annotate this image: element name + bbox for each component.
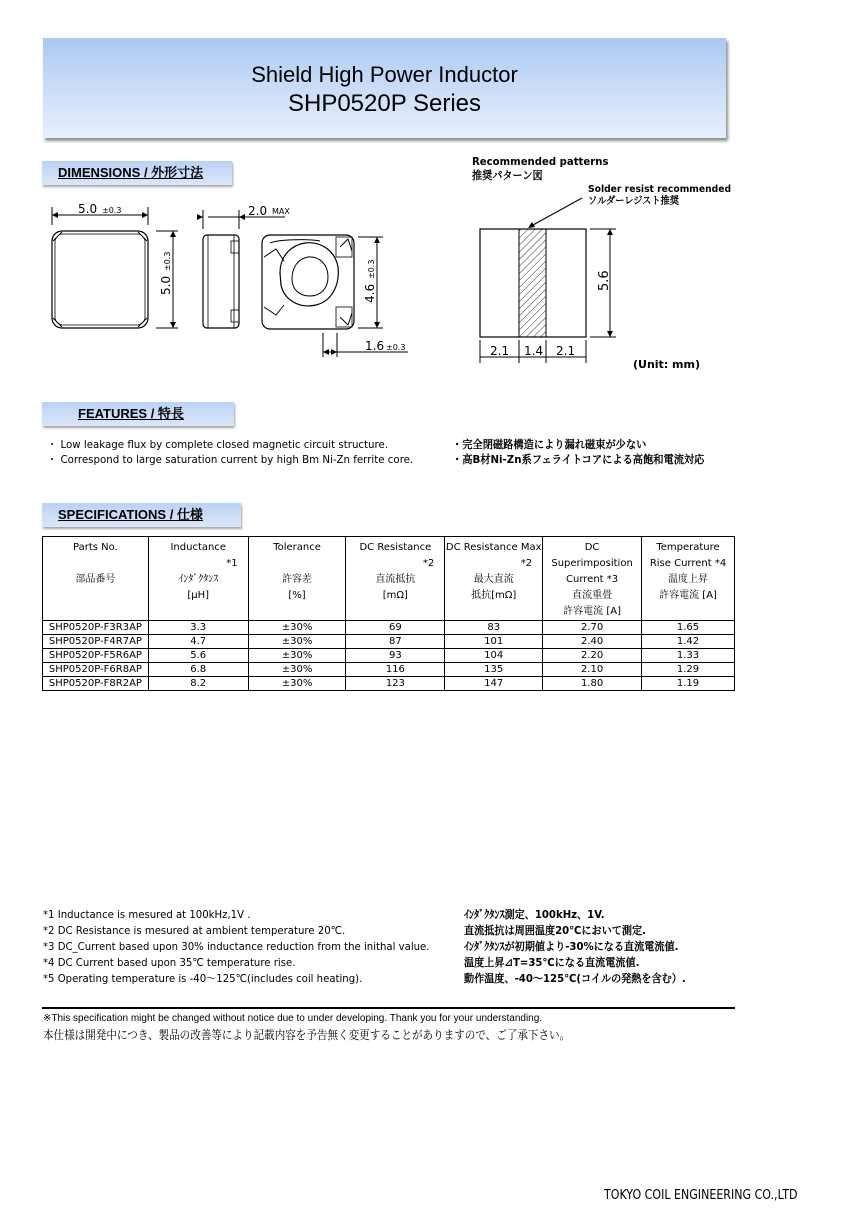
header-l1: Tolerance: [273, 542, 321, 553]
note-en-3: *3 DC_Current based upon 30% inductance reduction from the inithal value.: [43, 940, 430, 953]
cell-tolerance: ±30%: [248, 649, 346, 663]
pattern-title-jp: 推奨パターン図: [472, 169, 543, 182]
cell-dcr: 69: [346, 621, 445, 635]
terminal-dim: 1.6: [365, 339, 385, 353]
header-l1: DC Resistance Max: [445, 542, 542, 553]
cell-inductance: 6.8: [148, 663, 248, 677]
pattern-w-left: 2.1: [490, 344, 510, 358]
header-cell: [642, 537, 735, 621]
page-title: Shield High Power Inductor: [251, 62, 518, 87]
specifications-label: SPECIFICATIONS / 仕様: [58, 507, 203, 522]
header-l4: [%]: [288, 590, 306, 601]
table-row: [43, 663, 735, 677]
cell-tolerance: ±30%: [248, 677, 346, 691]
cell-irms: 1.29: [642, 663, 735, 677]
cell-tolerance: ±30%: [248, 635, 346, 649]
note-jp-5: 動作温度、-40～125℃(コイルの発熱を含む）.: [464, 972, 686, 985]
header-l2: [43, 556, 148, 572]
cell-dcr: 87: [346, 635, 445, 649]
disclaimer-jp: 本仕様は開発中につき、製品の改善等により記載内容を予告無く変更することがありますので、ご了承下さい。: [43, 1028, 571, 1042]
height-dim: 5.0: [159, 275, 173, 295]
header-l4: 許容電流 [A]: [659, 590, 717, 601]
cell-inductance: 4.7: [148, 635, 248, 649]
header-l2: Rise Current *4: [649, 558, 727, 569]
table-row: [43, 649, 735, 663]
dimension-drawing: [40, 195, 440, 370]
pattern-w-right: 2.1: [556, 344, 576, 358]
header-cell: [346, 537, 445, 621]
height-tol: ±0.3: [163, 251, 172, 271]
header-l4: [μH]: [187, 590, 210, 601]
cell-dcr-max: 101: [445, 635, 543, 649]
cell-part-no: SHP0520P-F3R3AP: [43, 621, 149, 635]
notes-en: [43, 907, 429, 987]
note-en-4: *4 DC Current based upon 35℃ temperature rise.: [43, 956, 296, 969]
resist-en: Solder resist recommended: [588, 184, 732, 195]
specifications-section-header: [42, 503, 241, 527]
features-label: FEATURES / 特長: [78, 406, 184, 421]
header-l4: 許容電流 [A]: [563, 606, 621, 617]
header-l3: 許容差: [282, 574, 313, 585]
cell-irms: 1.33: [642, 649, 735, 663]
resist-jp: ソルダーレジスト推奨: [588, 196, 679, 207]
header-l1: Inductance: [170, 542, 226, 553]
header-l2: *1: [226, 558, 238, 569]
features-en: [47, 437, 413, 467]
header-cell: [543, 537, 642, 621]
header-l4: 抵抗[mΩ]: [471, 590, 517, 601]
cell-part-no: SHP0520P-F4R7AP: [43, 635, 149, 649]
disclaimer-en: ※This specification might be changed without notice due to under developing. Thank you for your understanding.: [43, 1013, 543, 1024]
header-cell: [445, 537, 543, 621]
thickness-tol: MAX: [272, 207, 290, 216]
divider: [42, 1007, 735, 1009]
header-l3: 最大直流: [473, 574, 514, 585]
cell-dcr: 93: [346, 649, 445, 663]
width-dim: 5.0: [78, 202, 98, 216]
features-section-header: [42, 402, 234, 426]
feature-en-2: ・ Correspond to large saturation current by high Bm Ni-Zn ferrite core.: [47, 453, 414, 466]
cell-dcr-max: 135: [445, 663, 543, 677]
cell-inductance: 5.6: [148, 649, 248, 663]
cell-part-no: SHP0520P-F6R8AP: [43, 663, 149, 677]
width-tol: ±0.3: [102, 206, 122, 215]
header-l1: DC Superimposition: [551, 542, 633, 569]
header-l1: DC Resistance: [359, 542, 432, 553]
table-row: [43, 621, 735, 635]
header-l1: Parts No.: [73, 542, 118, 553]
cell-irms: 1.19: [642, 677, 735, 691]
pattern-title-en: Recommended patterns: [472, 155, 609, 168]
terminal-tol: ±0.3: [386, 343, 406, 352]
features-jp: [452, 437, 704, 467]
header-cell: [43, 537, 149, 621]
pattern-drawing: [470, 195, 650, 365]
spec-table: [42, 536, 735, 691]
header-l2: Current *3: [566, 574, 619, 585]
header-cell: [148, 537, 248, 621]
core-dim: 4.6: [363, 283, 377, 303]
cell-irms: 1.42: [642, 635, 735, 649]
header-l2: *2: [520, 558, 533, 569]
note-jp-1: ｲﾝﾀﾞｸﾀﾝｽ測定、100kHz、1V.: [464, 908, 605, 921]
cell-isat: 1.80: [543, 677, 642, 691]
header-l3: 部品番号: [75, 574, 116, 585]
table-row: [43, 635, 735, 649]
series-title: SHP0520P Series: [287, 90, 481, 117]
cell-isat: 2.20: [543, 649, 642, 663]
cell-dcr-max: 104: [445, 649, 543, 663]
header-l3: 直流抵抗: [375, 574, 416, 585]
cell-isat: 2.40: [543, 635, 642, 649]
note-jp-2: 直流抵抗は周囲温度20℃において測定.: [464, 924, 646, 937]
header-l4: [mΩ]: [382, 590, 408, 601]
note-en-1: *1 Inductance is mesured at 100kHz,1V .: [43, 908, 251, 921]
thickness-dim: 2.0: [248, 204, 268, 218]
feature-jp-2: ・高B材Ni-Zn系フェライトコアによる高飽和電流対応: [452, 453, 705, 466]
header-cell: [248, 537, 346, 621]
spec-header-row: [43, 537, 735, 621]
note-jp-3: ｲﾝﾀﾞｸﾀﾝｽが初期値より-30%になる直流電流値.: [464, 940, 679, 953]
pattern-w-mid: 1.4: [524, 344, 544, 358]
company-name: TOKYO COIL ENGINEERING CO.,LTD: [604, 1188, 798, 1203]
note-en-5: *5 Operating temperature is -40～125℃(includes coil heating).: [43, 972, 363, 985]
cell-dcr: 116: [346, 663, 445, 677]
cell-part-no: SHP0520P-F5R6AP: [43, 649, 149, 663]
cell-tolerance: ±30%: [248, 663, 346, 677]
cell-isat: 2.10: [543, 663, 642, 677]
cell-dcr-max: 83: [445, 621, 543, 635]
header-l2: [249, 556, 346, 572]
title-banner: [43, 38, 726, 138]
unit-label: (Unit: mm): [633, 358, 700, 371]
feature-en-1: ・ Low leakage flux by complete closed magnetic circuit structure.: [47, 438, 389, 451]
pattern-title: [472, 155, 608, 183]
cell-dcr: 123: [346, 677, 445, 691]
notes-jp: [464, 907, 686, 987]
dimensions-label: DIMENSIONS / 外形寸法: [58, 165, 204, 180]
header-l1: Temperature: [656, 542, 720, 553]
header-l3: 温度上昇: [668, 574, 709, 585]
cell-inductance: 3.3: [148, 621, 248, 635]
header-l3: ｲﾝﾀﾞｸﾀﾝｽ: [178, 574, 219, 585]
header-l3: 直流重畳: [572, 590, 613, 601]
header-l2: *2: [422, 558, 435, 569]
dimensions-section-header: [42, 161, 232, 185]
cell-tolerance: ±30%: [248, 621, 346, 635]
note-en-2: *2 DC Resistance is mesured at ambient temperature 20℃.: [43, 924, 346, 937]
note-jp-4: 温度上昇⊿T=35℃になる直流電流値.: [464, 956, 640, 969]
cell-irms: 1.65: [642, 621, 735, 635]
cell-part-no: SHP0520P-F8R2AP: [43, 677, 149, 691]
table-row: [43, 677, 735, 691]
pattern-height: 5.6: [597, 270, 612, 291]
feature-jp-1: ・完全閉磁路構造により漏れ磁束が少ない: [452, 438, 647, 451]
core-tol: ±0.3: [367, 259, 376, 279]
cell-isat: 2.70: [543, 621, 642, 635]
cell-inductance: 8.2: [148, 677, 248, 691]
cell-dcr-max: 147: [445, 677, 543, 691]
